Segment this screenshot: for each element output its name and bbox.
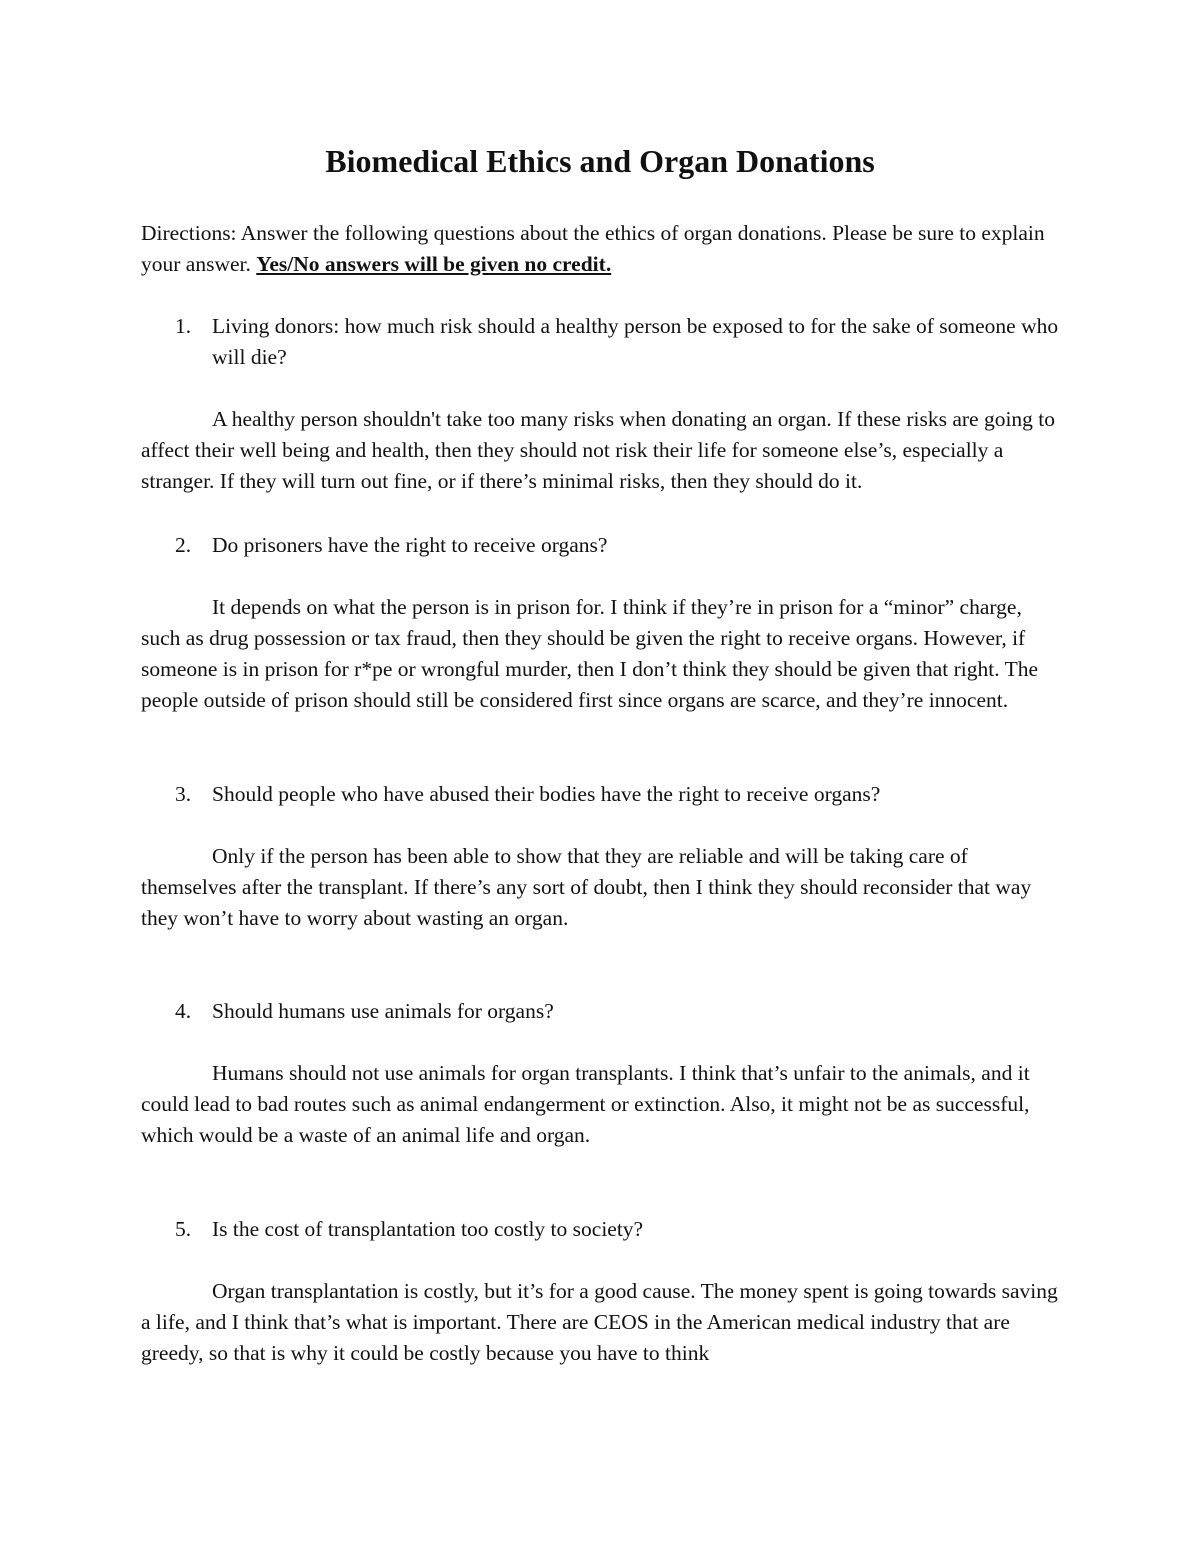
answer-3: Only if the person has been able to show that they are reliable and will be taking care of themselves after the transplant. If there’s any sort of doubt, then I think they should reconsider that way they won’t have to worry about wasting an organ.: [141, 844, 1032, 930]
question-number: 2.: [175, 533, 192, 557]
question-4: [141, 996, 1061, 1027]
question-number: 1.: [175, 314, 192, 338]
answer-5: Organ transplantation is costly, but it’s for a good cause. The money spent is going towards saving a life, and I think that’s what is important. There are CEOS in the American medical industry that are greedy, so that is why it could be costly because you have to think: [141, 1279, 1058, 1365]
question-2: [141, 530, 1061, 561]
question-1: [141, 311, 1061, 373]
question-text: Do prisoners have the right to receive organs?: [212, 533, 608, 557]
question-number: 5.: [175, 1217, 192, 1241]
document-title: Biomedical Ethics and Organ Donations: [325, 143, 875, 179]
answer-1: A healthy person shouldn't take too many risks when donating an organ. If these risks are going to affect their well being and health, then they should not risk their life for someone else’s, especially a stranger. If they will turn out fine, or if there’s minimal risks, then they should do it.: [141, 407, 1056, 493]
question-text: Living donors: how much risk should a healthy person be exposed to for the sake of someone who will die?: [212, 314, 1059, 369]
question-text: Is the cost of transplantation too costly to society?: [212, 1217, 644, 1241]
answer-2: It depends on what the person is in prison for. I think if they’re in prison for a “minor” charge, such as drug possession or tax fraud, then they should be given the right to receive organs. However, if someone is in prison for r*pe or wrongful murder, then I don’t think they should be given that right. The people outside of prison should still be considered first since organs are scarce, and they’re innocent.: [141, 595, 1039, 712]
question-text: Should humans use animals for organs?: [212, 999, 554, 1023]
directions-text: Directions: Answer the following questions about the ethics of organ donations. Please be sure to explain your answer.: [141, 221, 1045, 276]
answer-4: Humans should not use animals for organ transplants. I think that’s unfair to the animals, and it could lead to bad routes such as animal endangerment or extinction. Also, it might not be as successful, which would be a waste of an animal life and organ.: [141, 1061, 1030, 1147]
question-number: 4.: [175, 999, 192, 1023]
question-3: [141, 779, 1061, 810]
question-5: [141, 1214, 1061, 1245]
directions-paragraph: [141, 218, 1061, 280]
question-number: 3.: [175, 782, 192, 806]
directions-emphasis: Yes/No answers will be given no credit.: [256, 252, 612, 276]
question-text: Should people who have abused their bodies have the right to receive organs?: [212, 782, 881, 806]
